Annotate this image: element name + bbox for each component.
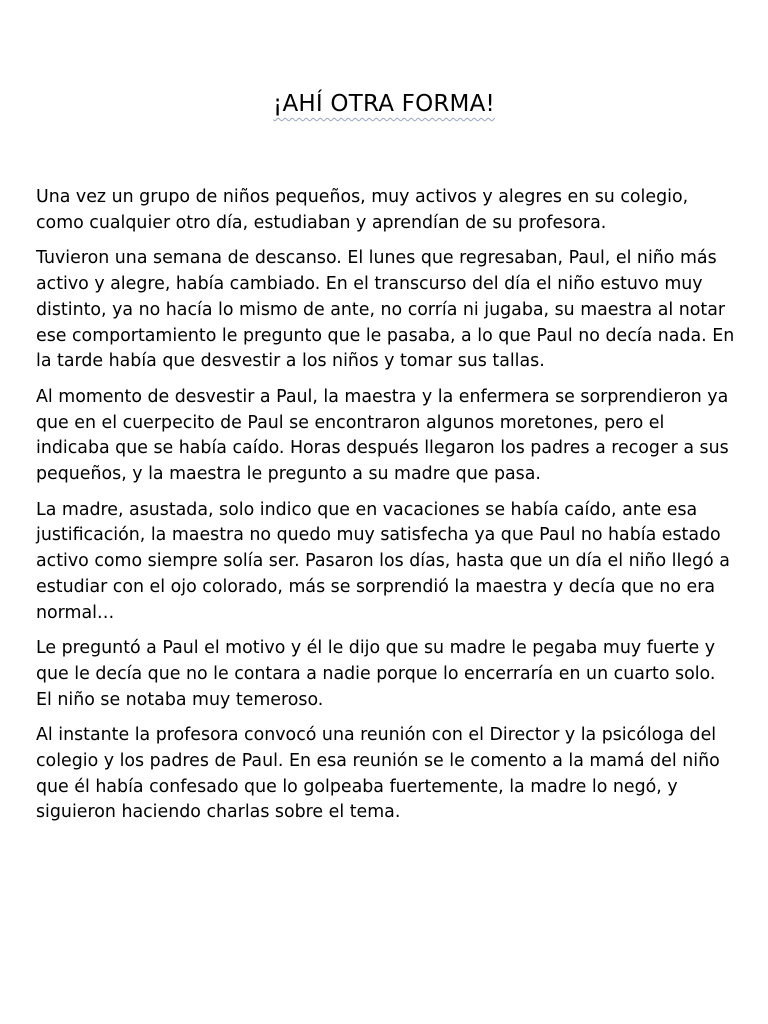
paragraph: La madre, asustada, solo indico que en vacaciones se había caído, ante esa justificación, la maestra no quedo muy satisfecha ya que Paul no había estado activo como siempre solía ser. Pasaron los días, hasta que un día el niño llegó a estudiar con el ojo colorado, más se sorprendió la maestra y decía que no era normal… [36, 499, 730, 623]
document-body [36, 185, 736, 836]
paragraph: Al momento de desvestir a Paul, la maestra y la enfermera se sorprendieron ya que en el cuerpecito de Paul se encontraron algunos moretones, pero el indicaba que se había caído. Horas después llegaron los padres a recoger a sus pequeños, y la maestra le pregunto a su madre que pasa. [36, 386, 729, 485]
page-title [0, 91, 768, 117]
paragraph: Tuvieron una semana de descanso. El lunes que regresaban, Paul, el niño más activo y alegre, había cambiado. En el transcurso del día el niño estuvo muy distinto, ya no hacía lo mismo de ante, no corría ni jugaba, su maestra al notar ese comportamiento le pregunto que le pasaba, a lo que Paul no decía nada. En la tarde había que desvestir a los niños y tomar sus tallas. [36, 248, 735, 372]
paragraph: Le preguntó a Paul el motivo y él le dijo que su madre le pegaba muy fuerte y que le decía que no le contara a nadie porque lo encerraría en un cuarto solo. El niño se notaba muy temeroso. [36, 638, 716, 710]
page-title-text: ¡AHÍ OTRA FORMA! [273, 91, 495, 117]
paragraph: Una vez un grupo de niños pequeños, muy activos y alegres en su colegio, como cualquier otro día, estudiaban y aprendían de su profesora. [36, 187, 689, 233]
paragraph: Al instante la profesora convocó una reunión con el Director y la psicóloga del colegio y los padres de Paul. En esa reunión se le comento a la mamá del niño que él había confesado que lo golpeaba fuertemente, la madre lo negó, y siguieron haciendo charlas sobre el tema. [36, 725, 720, 823]
